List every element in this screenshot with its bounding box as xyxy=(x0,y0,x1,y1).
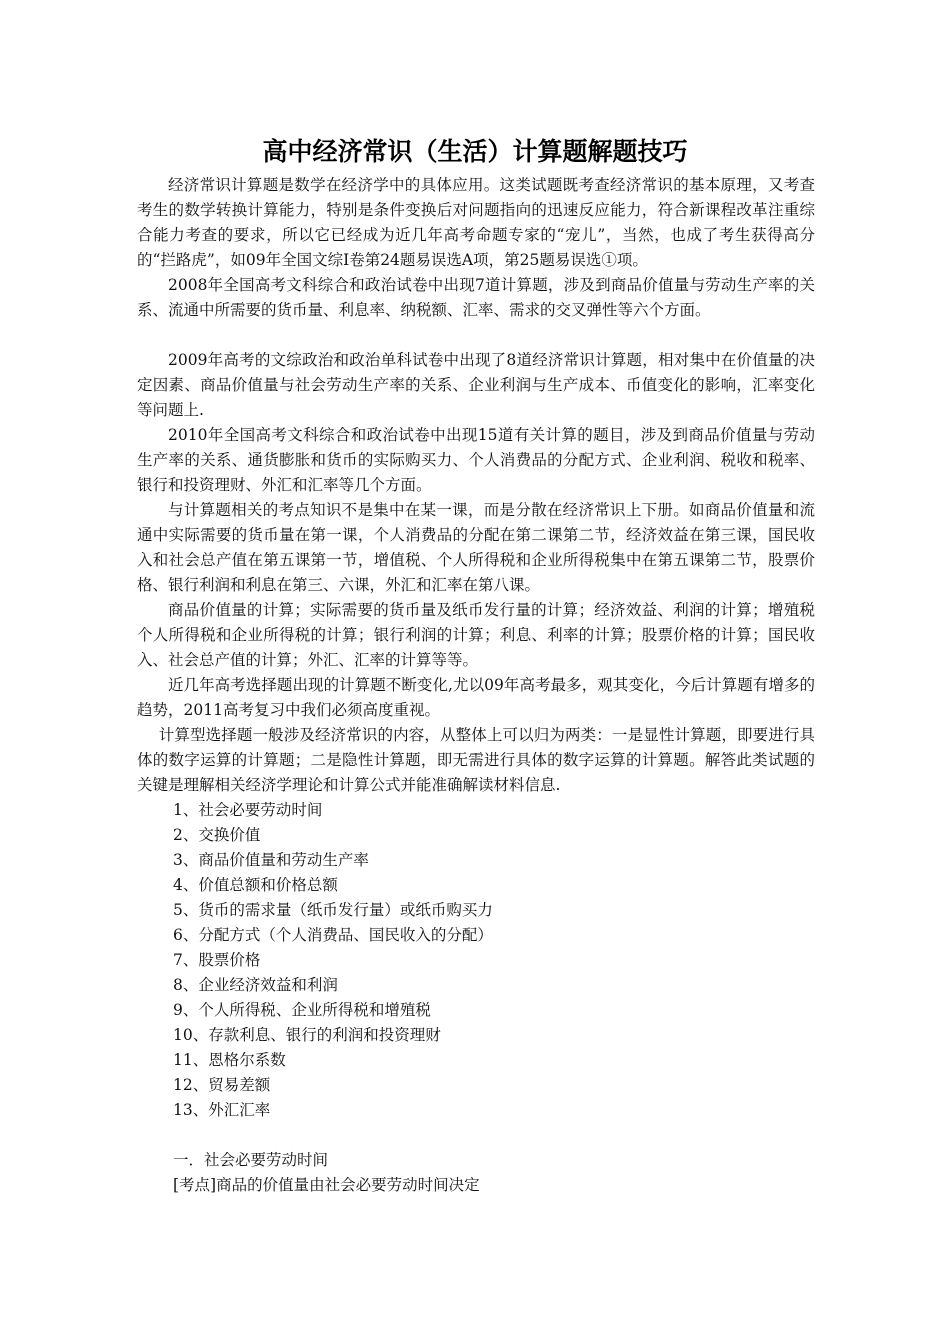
paragraph-2010: 2010年全国高考文科综合和政治试卷中出现15道有关计算的题目，涉及到商品价值量与劳动生产率的关系、通货膨胀和货币的实际购买力、个人消费品的分配方式、企业利润、税收和税率、银行和投资理财、外汇和汇率等几个方面。 xyxy=(137,426,815,494)
list-item: 11、恩格尔系数 xyxy=(173,1051,286,1069)
section-heading: 一．社会必要劳动时间 xyxy=(173,1151,329,1169)
paragraph-knowledge-points: 与计算题相关的考点知识不是集中在某一课，而是分散在经济常识上下册。如商品价值量和流通中实际需要的货币量在第一课，个人消费品的分配在第二课第二节，经济效益在第三课，国民收入和社会总产值在第五课第一节，增值税、个人所得税和企业所得税集中在第五课第二节，股票价格、银行利润和利息在第三、六课，外汇和汇率在第八课。 xyxy=(137,501,815,594)
list-item: 6、分配方式（个人消费品、国民收入的分配） xyxy=(173,926,493,944)
document-title: 高中经济常识（生活）计算题解题技巧 xyxy=(262,137,688,166)
list-item: 13、外汇汇率 xyxy=(173,1101,271,1119)
paragraph-question-types: 计算型选择题一般涉及经济常识的内容，从整体上可以归为两类：一是显性计算题，即要进行具体的数字运算的计算题；二是隐性计算题，即无需进行具体的数字运算的计算题。解答此类试题的关键是理解相关经济学理论和计算公式并能准确解读材料信息. xyxy=(137,726,815,794)
list-item: 12、贸易差额 xyxy=(173,1076,271,1094)
document-body xyxy=(137,173,815,1198)
list-item: 7、股票价格 xyxy=(173,951,261,969)
list-item: 8、企业经济效益和利润 xyxy=(173,976,338,994)
topic-list xyxy=(137,798,815,1123)
list-item: 5、货币的需求量（纸币发行量）或纸币购买力 xyxy=(173,901,493,919)
kaodian-line: [考点]商品的价值量由社会必要劳动时间决定 xyxy=(173,1176,480,1194)
list-item: 1、社会必要劳动时间 xyxy=(173,801,323,819)
paragraph-2008: 2008年全国高考文科综合和政治试卷中出现7道计算题，涉及到商品价值量与劳动生产率的关系、流通中所需要的货币量、利息率、纳税额、汇率、需求的交叉弹性等六个方面。 xyxy=(137,276,815,319)
list-item: 2、交换价值 xyxy=(173,826,261,844)
paragraph-2009: 2009年高考的文综政治和政治单科试卷中出现了8道经济常识计算题，相对集中在价值量的决定因素、商品价值量与社会劳动生产率的关系、企业利润与生产成本、币值变化的影响，汇率变化等问题上. xyxy=(137,351,815,419)
paragraph-intro: 经济常识计算题是数学在经济学中的具体应用。这类试题既考查经济常识的基本原理，又考查考生的数学转换计算能力，特别是条件变换后对问题指向的迅速反应能力，符合新课程改革注重综合能力考查的要求，所以它已经成为近几年高考命题专家的“宠儿”，当然，也成了考生获得高分的“拦路虎”，如09年全国文综Ⅰ卷第24题易误选A项，第25题易误选①项。 xyxy=(137,176,815,269)
list-item: 10、存款利息、银行的利润和投资理财 xyxy=(173,1026,441,1044)
list-item: 9、个人所得税、企业所得税和增殖税 xyxy=(173,1001,431,1019)
paragraph-trend: 近几年高考选择题出现的计算题不断变化,尤以09年高考最多，观其变化，今后计算题有增多的趋势，2011高考复习中我们必须高度重视。 xyxy=(137,676,815,719)
list-item: 4、价值总额和价格总额 xyxy=(173,876,338,894)
paragraph-calculation-types: 商品价值量的计算；实际需要的货币量及纸币发行量的计算；经济效益、利润的计算；增殖税个人所得税和企业所得税的计算；银行利润的计算；利息、利率的计算；股票价格的计算；国民收入、社会总产值的计算；外汇、汇率的计算等等。 xyxy=(137,601,815,669)
list-item: 3、商品价值量和劳动生产率 xyxy=(173,851,369,869)
